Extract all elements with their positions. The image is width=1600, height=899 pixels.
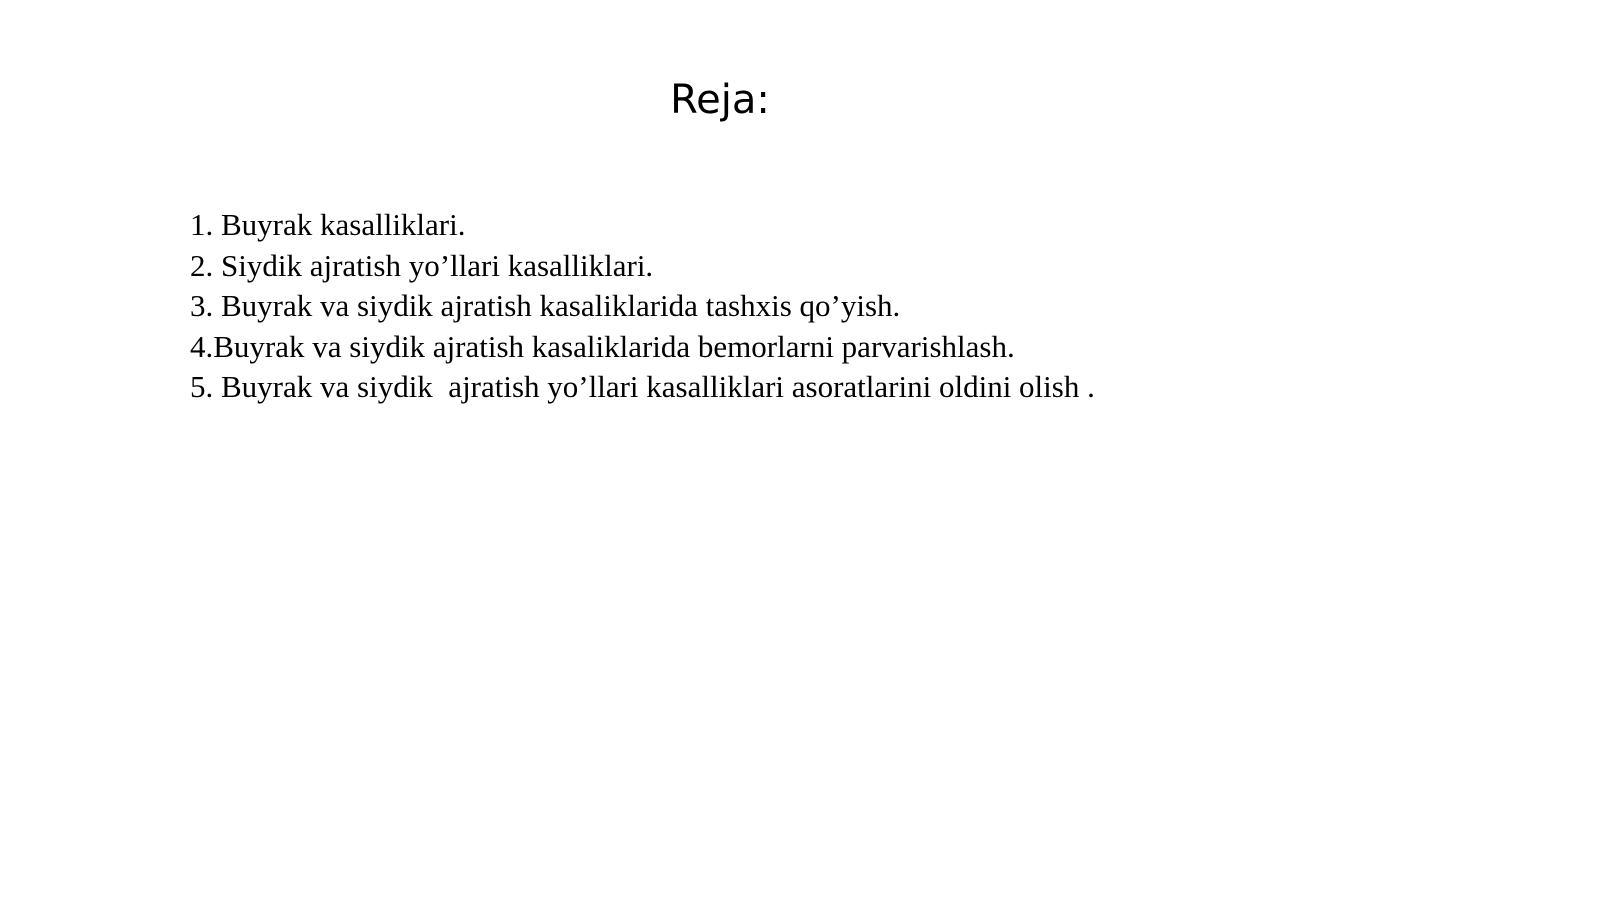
- plan-item-5: 5. Buyrak va siydik ajratish yo’llari kasalliklari asoratlarini oldini olish .: [190, 369, 1095, 404]
- slide-title: Reja:: [670, 77, 770, 123]
- plan-item-1: 1. Buyrak kasalliklari.: [190, 207, 466, 242]
- plan-list: [190, 205, 1440, 408]
- plan-item-3: 3. Buyrak va siydik ajratish kasaliklarida tashxis qo’yish.: [190, 288, 901, 323]
- plan-item-2: 2. Siydik ajratish yo’llari kasalliklari.: [190, 247, 654, 283]
- plan-item-4: 4.Buyrak va siydik ajratish kasaliklarida bemorlarni parvarishlash.: [190, 328, 1015, 364]
